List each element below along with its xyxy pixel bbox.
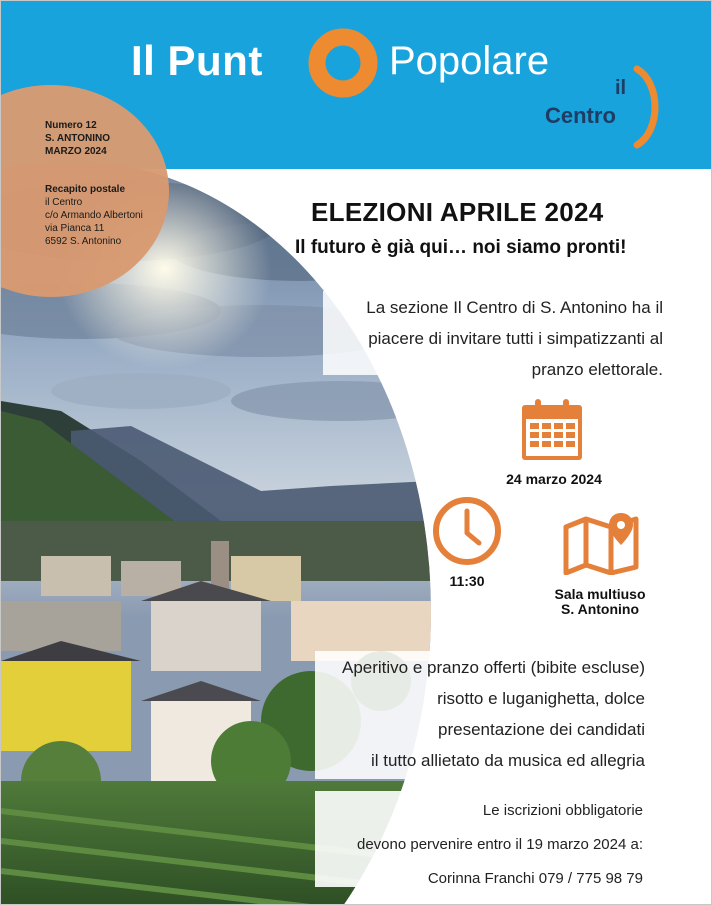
menu-text-line: risotto e luganighetta, dolce [437,689,645,708]
postal-address-heading: Recapito postale [45,184,126,195]
menu-text-line: Aperitivo e pranzo offerti (bibite escluse) [341,658,645,677]
postal-address-line: via Pianca 11 [45,223,105,234]
postal-address-line: c/o Armando Albertoni [45,210,143,221]
menu-text-line: il tutto allietato da musica ed allegria [370,751,645,770]
intro-text-line: La sezione Il Centro di S. Antonino ha il [366,298,663,317]
centro-logo-name: Centro [545,103,616,128]
signup-contact: Corinna Franchi 079 / 775 98 79 [427,870,643,887]
postal-address-line: 6592 S. Antonino [45,236,122,247]
map-pin-icon [561,511,641,575]
event-time: 11:30 [449,573,485,589]
intro-text-line: pranzo elettorale. [531,360,663,379]
page-title: ELEZIONI APRILE 2024 [311,197,604,227]
event-place-line: Sala multiuso [554,586,646,602]
signup-box [315,791,665,887]
calendar-icon [519,397,585,463]
centro-logo-il: il [615,77,627,99]
intro-box [323,291,673,379]
brand-o-ring-icon [308,28,378,98]
menu-box [315,651,665,779]
postal-address-line: il Centro [45,197,83,208]
intro-text-line: piacere di invitare tutti i simpatizzanti al [368,329,663,348]
signup-text-line: Le iscrizioni obbligatorie [482,802,643,819]
event-place [535,587,665,617]
centro-logo-arc-icon [631,65,665,149]
brand-title-right: Popolare [389,39,550,83]
event-date: 24 marzo 2024 [506,471,602,487]
issue-place: S. ANTONINO [45,133,111,144]
issue-info [45,119,110,158]
clock-icon [431,495,503,567]
issue-date: MARZO 2024 [45,146,107,157]
page-subtitle: Il futuro è già qui… noi siamo pronti! [295,237,627,258]
event-place-line: S. Antonino [560,601,640,617]
brand-title-left: Il Punt [131,37,263,84]
postal-address [45,183,143,248]
issue-number: Numero 12 [45,120,97,131]
menu-text-line: presentazione dei candidati [438,720,645,739]
signup-text-line: devono pervenire entro il 19 marzo 2024 a: [356,836,643,853]
